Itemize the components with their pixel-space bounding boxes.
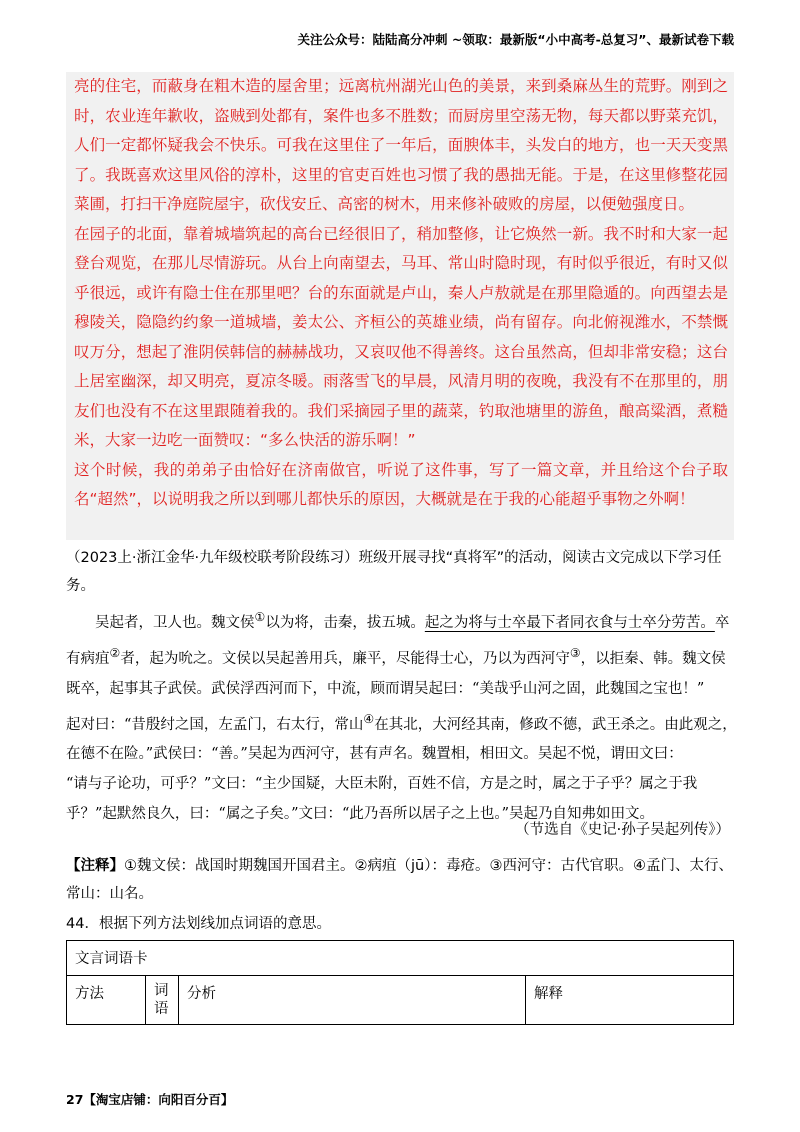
classical-line-5: 在德不在险。”武侯曰：“善。”吴起为西河守，甚有声名。魏置相，相田文。吴起不悦，谓田文曰： [66,746,683,763]
col-word: 词语 [146,976,179,1025]
source-citation: （节选自《史记·孙子吴起列传》） [515,822,730,838]
classical-line-2: 有病疽②者，起为吮之。文侯以吴起善用兵，廉平，尽能得士心，乃以为西河守③，以拒秦、韩。魏文侯 [66,645,726,667]
page-header: 关注公众号：陆陆高分冲刺 ~领取：最新版“小中高考-总复习”、最新试卷下载 [297,32,734,47]
col-method: 方法 [67,976,146,1025]
notes-label: 【注释】 [66,858,124,874]
intro-line-2: 务。 [66,578,95,594]
intro-line-1: （2023上·浙江金华·九年级校联考阶段练习）班级开展寻找“真将军”的活动，阅读古文完成以下学习任 [66,550,722,566]
classical-line-4: 起对曰：“昔殷纣之国，左孟门，右太行，常山④在其北，大河经其南，修政不德，武王杀之。由此观之， [66,711,737,733]
question-44: 44．根据下列方法划线加点词语的意思。 [66,916,331,932]
col-analysis: 分析 [179,976,526,1025]
translation-paragraph-2: 在园子的北面，靠着城墙筑起的高台已经很旧了，稍加整修，让它焕然一新。我不时和大家一起登台观览，在那儿尽情游玩。从台上向南望去，马耳、常山时隐时现，有时似乎很近，有时又似乎很远，或许有隐士住在那里吧？台的东面就是卢山，秦人卢敖就是在那里隐遁的。向西望去是穆陵关，隐隐约约象一道城墙，姜太公、齐桓公的英雄业绩，尚有留存。向北俯视潍水，不禁慨叹万分，想起了淮阴侯韩信的赫赫战功，又哀叹他不得善终。这台虽然高，但却非常安稳；这台上居室幽深，却又明亮，夏凉冬暖。雨落雪飞的早晨，风清月明的夜晚，我没有不在那里的，朋友们也没有不在这里跟随着我的。我们采摘园子里的蔬菜，钓取池塘里的游鱼，酿高粱酒，煮糙米，大家一边吃一面赞叹：“多么快活的游乐啊！” [74,224,728,449]
classical-line-7: 乎？”起默然良久，曰：“属之子矣。”文曰：“此乃吾所以居子之上也。”吴起乃自知弗如田文。 [66,806,655,823]
classical-line-1: 吴起者，卫人也。魏文侯①以为将，击秦，拔五城。起之为将与士卒最下者同衣食与士卒分劳苦。卒 [66,610,730,631]
classical-line-3: 既卒，起事其子武侯。武侯浮西河而下，中流，顾而谓吴起曰：“美哉乎山河之固，此魏国之宝也！” [66,680,705,697]
annotations [66,852,734,908]
translation-paragraph-1: 亮的住宅，而蔽身在粗木造的屋舍里；远离杭州湖光山色的美景，来到桑麻丛生的荒野。刚到之时，农业连年歉收，盗贼到处都有，案件也多不胜数；而厨房里空荡无物，每天都以野菜充饥，人们一定都怀疑我会不快乐。可我在这里住了一年后，面腴体丰，头发白的地方，也一天天变黑了。我既喜欢这里风俗的淳朴，这里的官吏百姓也习惯了我的愚拙无能。于是，在这里修整花园菜圃，打扫干净庭院屋宇，砍伐安丘、高密的树木，用来修补破败的房屋，以便勉强度日。 [74,77,728,213]
notes-line-2: 常山：山名。 [66,886,153,902]
translation-paragraph-3: 这个时候，我的弟弟子由恰好在济南做官，听说了这件事，写了一篇文章，并且给这个台子取名“超然”，以说明我之所以到哪儿都快乐的原因，大概就是在于我的心能超乎事物之外啊！ [74,460,728,508]
question-intro [66,544,734,600]
page-footer: 27【淘宝店铺：向阳百分百】 [66,1092,234,1107]
notes-line-1: ①魏文侯：战国时期魏国开国君主。②病疽（jū）：毒疮。③西河守：古代官职。④孟门、太行、 [124,858,733,874]
vocab-card-table [66,940,734,1025]
col-explanation: 解释 [526,976,734,1025]
translation-block [66,72,734,540]
classical-text [66,602,737,829]
underlined-sentence: 起之为将与士卒最下者同衣食与士卒分劳苦。 [424,614,715,631]
card-title: 文言词语卡 [67,941,734,976]
classical-line-6: “请与子论功，可乎？”文曰：“主少国疑，大臣未附，百姓不信，方是之时，属之于子乎？属之于我 [66,776,698,793]
